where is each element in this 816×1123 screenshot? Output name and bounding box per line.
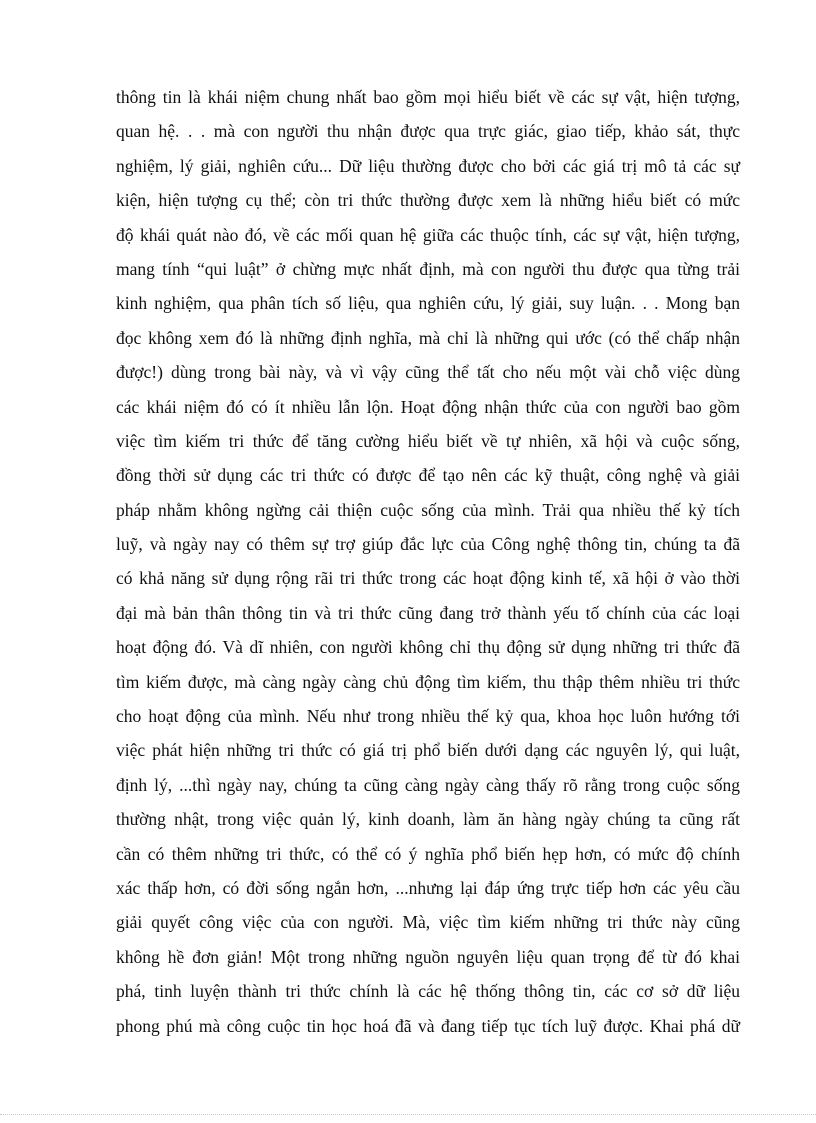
text-line-6: mang tính “qui luật” ở chừng mực nhất định, mà con người thu được qua từng trải — [116, 258, 740, 279]
text-line-2: quan hệ. . . mà con người thu nhận được qua trực giác, giao tiếp, khảo sát, thực — [116, 121, 740, 142]
text-line-16: đại mà bản thân thông tin và tri thức cũng đang trở thành yếu tố chính của các loại — [116, 602, 740, 623]
text-line-25: giải quyết công việc của con người. Mà, việc tìm kiếm những tri thức này cũng — [116, 912, 740, 933]
text-line-27: phá, tinh luyện thành tri thức chính là các hệ thống thông tin, các cơ sở dữ liệu — [116, 981, 740, 1002]
text-line-15: có khả năng sử dụng rộng rãi tri thức trong các hoạt động kinh tế, xã hội ở vào thời — [116, 568, 740, 589]
text-line-24: xác thấp hơn, có đời sống ngắn hơn, ...nhưng lại đáp ứng trực tiếp hơn các yêu cầu — [116, 877, 740, 898]
text-line-8: đọc không xem đó là những định nghĩa, mà chỉ là những qui ước (có thể chấp nhận — [116, 327, 740, 348]
text-line-19: cho hoạt động của mình. Nếu như trong nhiều thế kỷ qua, khoa học luôn hướng tới — [116, 706, 740, 727]
text-line-17: hoạt động đó. Và dĩ nhiên, con người không chỉ thụ động sử dụng những tri thức đã — [116, 637, 740, 658]
page-bottom-border — [0, 1114, 816, 1115]
body-paragraph — [116, 80, 740, 1043]
text-line-7: kinh nghiệm, qua phân tích số liệu, qua nghiên cứu, lý giải, suy luận. . . Mong bạn — [116, 293, 740, 314]
text-line-11: việc tìm kiếm tri thức để tăng cường hiểu biết về tự nhiên, xã hội và cuộc sống, — [116, 430, 740, 451]
text-line-28: phong phú mà công cuộc tin học hoá đã và đang tiếp tục tích luỹ được. Khai phá dữ — [116, 1015, 740, 1036]
text-line-26: không hề đơn giản! Một trong những nguồn nguyên liệu quan trọng để từ đó khai — [116, 946, 740, 967]
text-line-3: nghiệm, lý giải, nghiên cứu... Dữ liệu thường được cho bởi các giá trị mô tả các sự — [116, 155, 740, 176]
text-line-4: kiện, hiện tượng cụ thể; còn tri thức thường được xem là những hiểu biết có mức — [116, 190, 740, 211]
text-line-14: luỹ, và ngày nay có thêm sự trợ giúp đắc lực của Công nghệ thông tin, chúng ta đã — [116, 534, 740, 555]
text-line-23: cần có thêm những tri thức, có thể có ý nghĩa phổ biến hẹp hơn, có mức độ chính — [116, 843, 740, 864]
text-line-5: độ khái quát nào đó, về các mối quan hệ giữa các thuộc tính, các sự vật, hiện tượng, — [116, 224, 740, 245]
text-line-12: đồng thời sử dụng các tri thức có được để tạo nên các kỹ thuật, công nghệ và giải — [116, 465, 740, 486]
text-line-9: được!) dùng trong bài này, và vì vậy cũng thể tất cho nếu một vài chỗ việc dùng — [116, 362, 740, 383]
text-line-13: pháp nhằm không ngừng cải thiện cuộc sống của mình. Trải qua nhiều thế kỷ tích — [116, 499, 740, 520]
text-line-20: việc phát hiện những tri thức có giá trị phổ biến dưới dạng các nguyên lý, qui luật, — [116, 740, 740, 761]
text-line-1: thông tin là khái niệm chung nhất bao gồm mọi hiểu biết về các sự vật, hiện tượng, — [116, 87, 740, 107]
text-line-21: định lý, ...thì ngày nay, chúng ta cũng càng ngày càng thấy rõ rằng trong cuộc sống — [116, 774, 740, 795]
text-line-22: thường nhật, trong việc quản lý, kinh doanh, làm ăn hàng ngày chúng ta cũng rất — [116, 809, 740, 830]
text-line-10: các khái niệm đó có ít nhiều lẫn lộn. Hoạt động nhận thức của con người bao gồm — [116, 396, 740, 417]
text-line-18: tìm kiếm được, mà càng ngày càng chủ động tìm kiếm, thu thập thêm nhiều tri thức — [116, 671, 740, 692]
